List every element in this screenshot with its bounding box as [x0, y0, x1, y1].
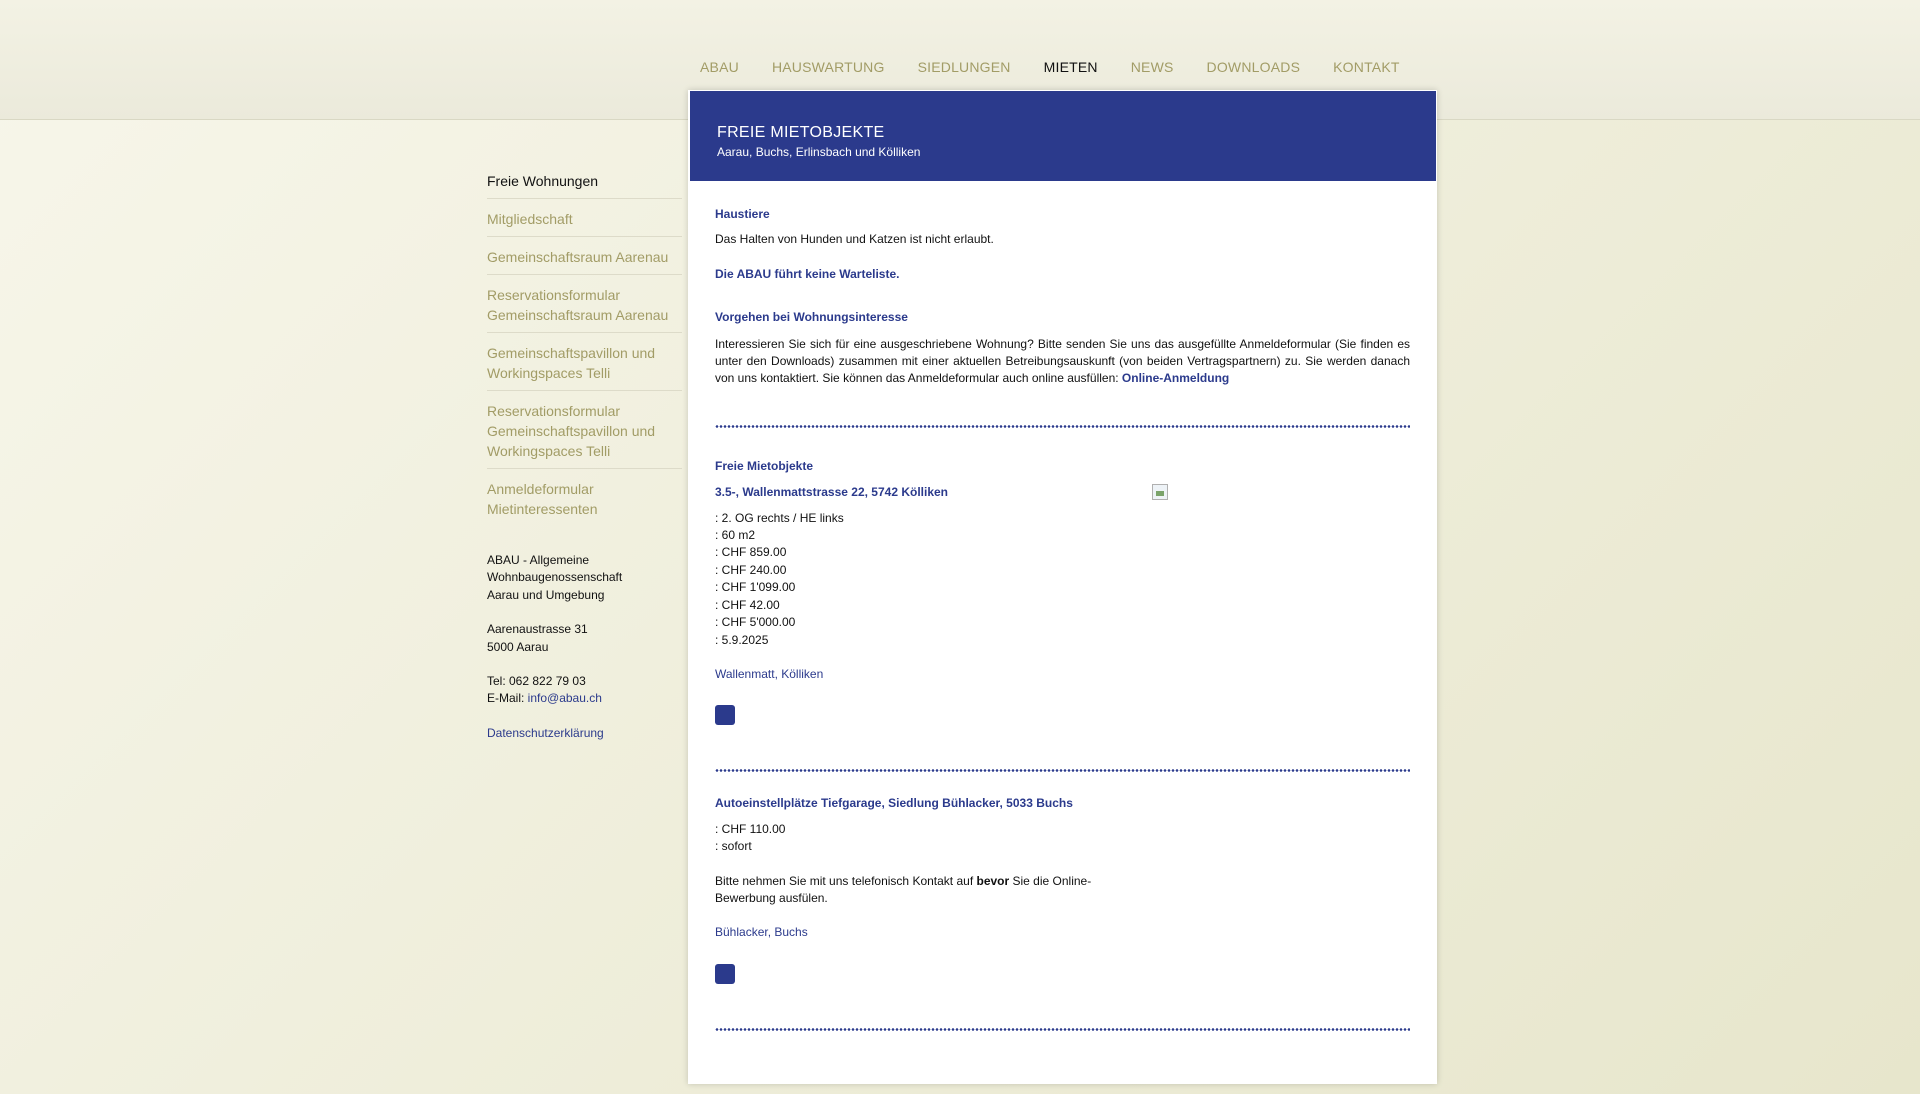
nav-item-mieten[interactable]: MIETEN — [1043, 59, 1098, 75]
listing-2-note — [715, 873, 1115, 908]
listing-1-extra-costs: : CHF 240.00 — [715, 562, 787, 577]
nav-item-siedlungen[interactable]: SIEDLUNGEN — [917, 59, 1011, 75]
listing-1-deposit: : CHF 5'000.00 — [715, 615, 796, 630]
street: Aarenaustrasse 31 — [487, 622, 588, 637]
listing-2-details — [715, 821, 1410, 856]
listing-1-floor: : 2. OG rechts / HE links — [715, 510, 844, 525]
privacy-link[interactable]: Datenschutzerklärung — [487, 725, 604, 740]
listing-1-area: : 60 m2 — [715, 528, 756, 543]
main-navigation — [700, 59, 1433, 79]
procedure-body: Interessieren Sie sich für eine ausgeschriebene Wohnung? Bitte senden Sie uns das ausgefüllte Anmeldeformular (Sie finden es unter den Downloads) zusammen mit einer aktuellen Betreibungsauskunft (von beiden Vertragspartnern) zu. Sie werden danach von uns kontaktiert. Sie können das Anmeldeformular auch online ausfüllen: — [715, 336, 1410, 386]
listings-heading: Freie Mietobjekte — [715, 458, 814, 473]
nav-item-news[interactable]: NEWS — [1130, 59, 1174, 75]
nav-item-abau[interactable]: ABAU — [700, 59, 739, 75]
listing-1-rent: : CHF 859.00 — [715, 545, 787, 560]
org-name-line1: ABAU - Allgemeine — [487, 553, 590, 567]
sidebar-item-mitgliedschaft[interactable]: Mitgliedschaft — [487, 206, 682, 237]
sidebar-item-freie-wohnungen[interactable]: Freie Wohnungen — [487, 168, 682, 199]
email-link[interactable]: info@abau.ch — [527, 691, 602, 706]
sidebar-item-reservation-gemeinschaftsraum[interactable]: Reservationsformular Gemeinschaftsraum Aarenau — [487, 282, 682, 333]
sidebar-nav — [487, 168, 682, 533]
listing-2 — [715, 795, 1410, 983]
listing-1-available: : 5.9.2025 — [715, 632, 769, 647]
org-name-line2: Wohnbaugenossenschaft — [487, 570, 623, 585]
pets-text: Das Halten von Hunden und Katzen ist nicht erlaubt. — [715, 232, 994, 247]
email-line — [487, 690, 647, 707]
listing-2-pdf-icon[interactable] — [715, 964, 735, 984]
nav-item-kontakt[interactable]: KONTAKT — [1333, 59, 1400, 75]
listing-2-available: : sofort — [715, 839, 752, 854]
sidebar-item-gemeinschaftsraum[interactable]: Gemeinschaftsraum Aarenau — [487, 244, 682, 275]
listing-1 — [715, 484, 1410, 725]
city: 5000 Aarau — [487, 639, 549, 654]
listing-2-note-before: Bitte nehmen Sie mit uns telefonisch Kontakt auf — [715, 873, 977, 888]
sidebar-item-anmeldeformular[interactable]: Anmeldeformular Mietinteressenten — [487, 481, 598, 517]
listing-1-details — [715, 510, 1410, 649]
nav-item-downloads[interactable]: DOWNLOADS — [1206, 59, 1301, 75]
org-name-line3: Aarau und Umgebung — [487, 587, 605, 602]
phone: Tel: 062 822 79 03 — [487, 674, 586, 689]
listing-1-title: 3.5-, Wallenmattstrasse 22, 5742 Kölliken — [715, 485, 948, 500]
page-subtitle: Aarau, Buchs, Erlinsbach und Kölliken — [717, 145, 921, 159]
divider — [715, 425, 1410, 428]
listing-1-parking: : CHF 42.00 — [715, 597, 780, 612]
sidebar-item-reservation-pavillon[interactable]: Reservationsformular Gemeinschaftspavillon und Workingspaces Telli — [487, 398, 682, 469]
nav-item-hauswartung[interactable]: HAUSWARTUNG — [771, 59, 885, 75]
listing-1-image-icon — [1152, 484, 1168, 500]
online-registration-link[interactable]: Online-Anmeldung — [1121, 371, 1230, 386]
procedure-text — [715, 336, 1410, 388]
listing-1-total: : CHF 1'099.00 — [715, 580, 796, 595]
listing-1-location-link[interactable]: Wallenmatt, Kölliken — [715, 666, 824, 681]
page-title: FREIE MIETOBJEKTE — [717, 124, 885, 141]
page-banner — [690, 91, 1436, 181]
main-content — [715, 206, 1410, 1031]
contact-address — [487, 552, 647, 742]
listing-1-pdf-icon[interactable] — [715, 705, 735, 725]
listing-2-location-link[interactable]: Bühlacker, Buchs — [715, 925, 808, 940]
email-label: E-Mail: — [487, 691, 528, 706]
procedure-heading: Vorgehen bei Wohnungsinteresse — [715, 310, 908, 325]
waitlist-note: Die ABAU führt keine Warteliste. — [715, 266, 900, 281]
listing-2-rent: : CHF 110.00 — [715, 821, 786, 836]
listing-2-title: Autoeinstellplätze Tiefgarage, Siedlung Bühlacker, 5033 Buchs — [715, 796, 1073, 811]
listing-2-note-bold: bevor — [976, 873, 1010, 888]
pets-heading: Haustiere — [715, 207, 770, 221]
divider — [715, 1028, 1410, 1031]
listing-2-note-after: Sie die Online-Bewerbung ausfülen. — [715, 873, 1092, 905]
divider — [715, 769, 1410, 772]
sidebar-item-pavillon-telli[interactable]: Gemeinschaftspavillon und Workingspaces Telli — [487, 340, 682, 391]
